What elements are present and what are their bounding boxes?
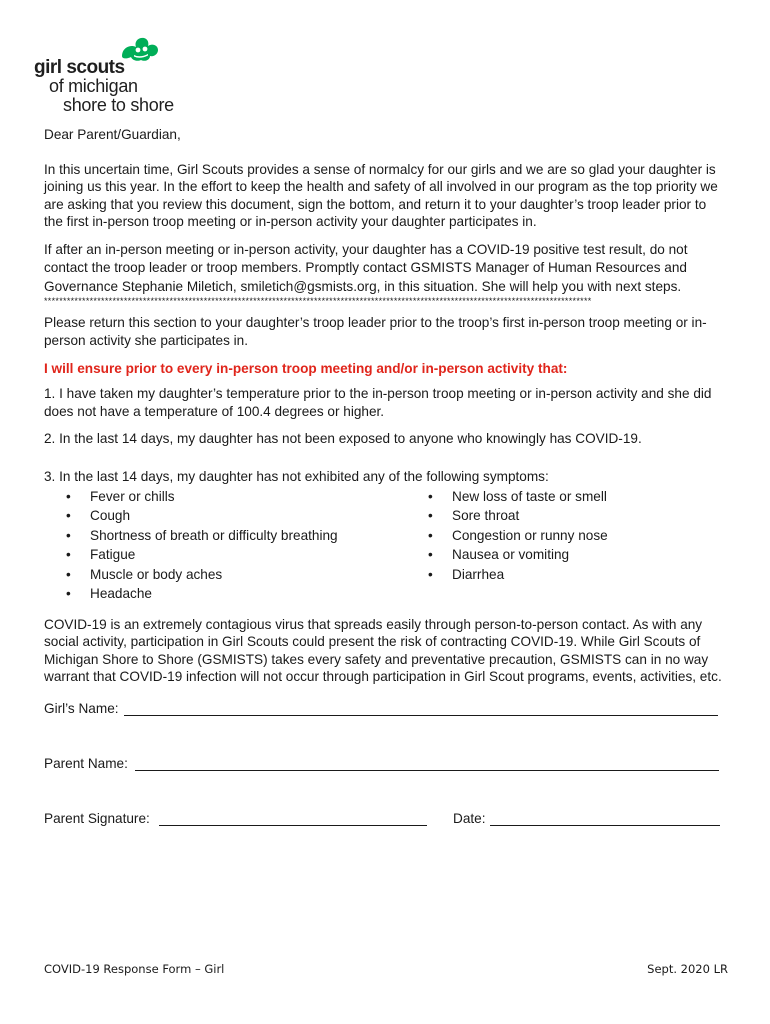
symptom-column-right [428,487,728,604]
letter-body [44,126,728,865]
parent-signature-field[interactable] [159,810,427,826]
symptom-item: • Sore throat [428,506,728,526]
covid-notice: COVID-19 is an extremely contagious virus that spreads easily through person-to-person contact. As with any social activity, participation in Girl Scouts could present the risk of contracting COVID-19. While Girl Scouts of Michigan Shore to Shore (GSMISTS) takes every safety and preventative precaution, GSMISTS can in no way warrant that COVID-19 infection will not occur through participation in Girl Scout programs, events, activities, etc. [44,616,722,685]
symptom-item: • Congestion or runny nose [428,526,728,546]
symptom-item: • Muscle or body aches [66,565,428,585]
return-note: Please return this section to your daughter’s troop leader prior to the troop’s first in-person troop meeting or in-person activity she participates in. [44,315,707,349]
salutation: Dear Parent/Guardian, [44,127,181,142]
symptom-item: • Diarrhea [428,565,728,585]
ensure-heading: I will ensure prior to every in-person troop meeting and/or in-person activity that: [44,360,568,376]
separator-line: ************************************************************************************************************************************************ [44,296,592,307]
symptom-column-left [66,487,428,604]
girl-scouts-logo [34,34,184,116]
item-temperature: 1. I have taken my daughter’s temperature prior to the in-person troop meeting or in-person activity and she did does not have a temperature of 100.4 degrees or higher. [44,386,712,419]
girl-name-label: Girl’s Name: [44,701,119,716]
symptom-item: • Shortness of breath or difficulty breathing [66,526,428,546]
footer-date-code: Sept. 2020 LR [647,962,728,976]
girl-name-field[interactable] [124,700,718,716]
symptom-item: • Nausea or vomiting [428,545,728,565]
signature-row [44,810,728,827]
symptom-item: • Fatigue [66,545,428,565]
symptom-item: • Fever or chills [66,487,428,507]
item-symptoms: 3. In the last 14 days, my daughter has not exhibited any of the following symptoms: [44,469,549,485]
symptom-item: • Headache [66,584,428,604]
parent-name-field[interactable] [135,755,719,771]
symptom-item: • New loss of taste or smell [428,487,728,507]
date-label: Date: [453,811,486,826]
logo-line-2: of michigan [49,76,138,96]
parent-signature-label: Parent Signature: [44,811,150,826]
parent-name-label: Parent Name: [44,756,128,771]
footer-form-title: COVID-19 Response Form – Girl [44,962,225,976]
logo-line-1: girl scouts [34,57,125,78]
symptom-item: • Cough [66,506,428,526]
parent-name-row [44,755,728,772]
symptom-list [66,487,728,604]
item-exposure: 2. In the last 14 days, my daughter has not been exposed to anyone who knowingly has COVID-19. [44,431,642,447]
intro-paragraph: In this uncertain time, Girl Scouts provides a sense of normalcy for our girls and we are so glad your daughter is joining us this year. In the effort to keep the health and safety of all involved in our program as the top priority we are asking that you review this document, sign the bottom, and return it to your daughter’s troop leader prior to the first in-person troop meeting or in-person activity your daughter participates in. [44,161,718,230]
date-field[interactable] [490,810,720,826]
girl-name-row [44,700,728,717]
logo-line-3: shore to shore [63,95,174,115]
positive-test-paragraph: If after an in-person meeting or in-person activity, your daughter has a COVID-19 positive test result, do not contact the troop leader or troop members. Promptly contact GSMISTS Manager of Human Resources and Governance Stephanie Miletich, smiletich@gsmists.org, in this situation. She will help you with next steps. [44,241,688,294]
